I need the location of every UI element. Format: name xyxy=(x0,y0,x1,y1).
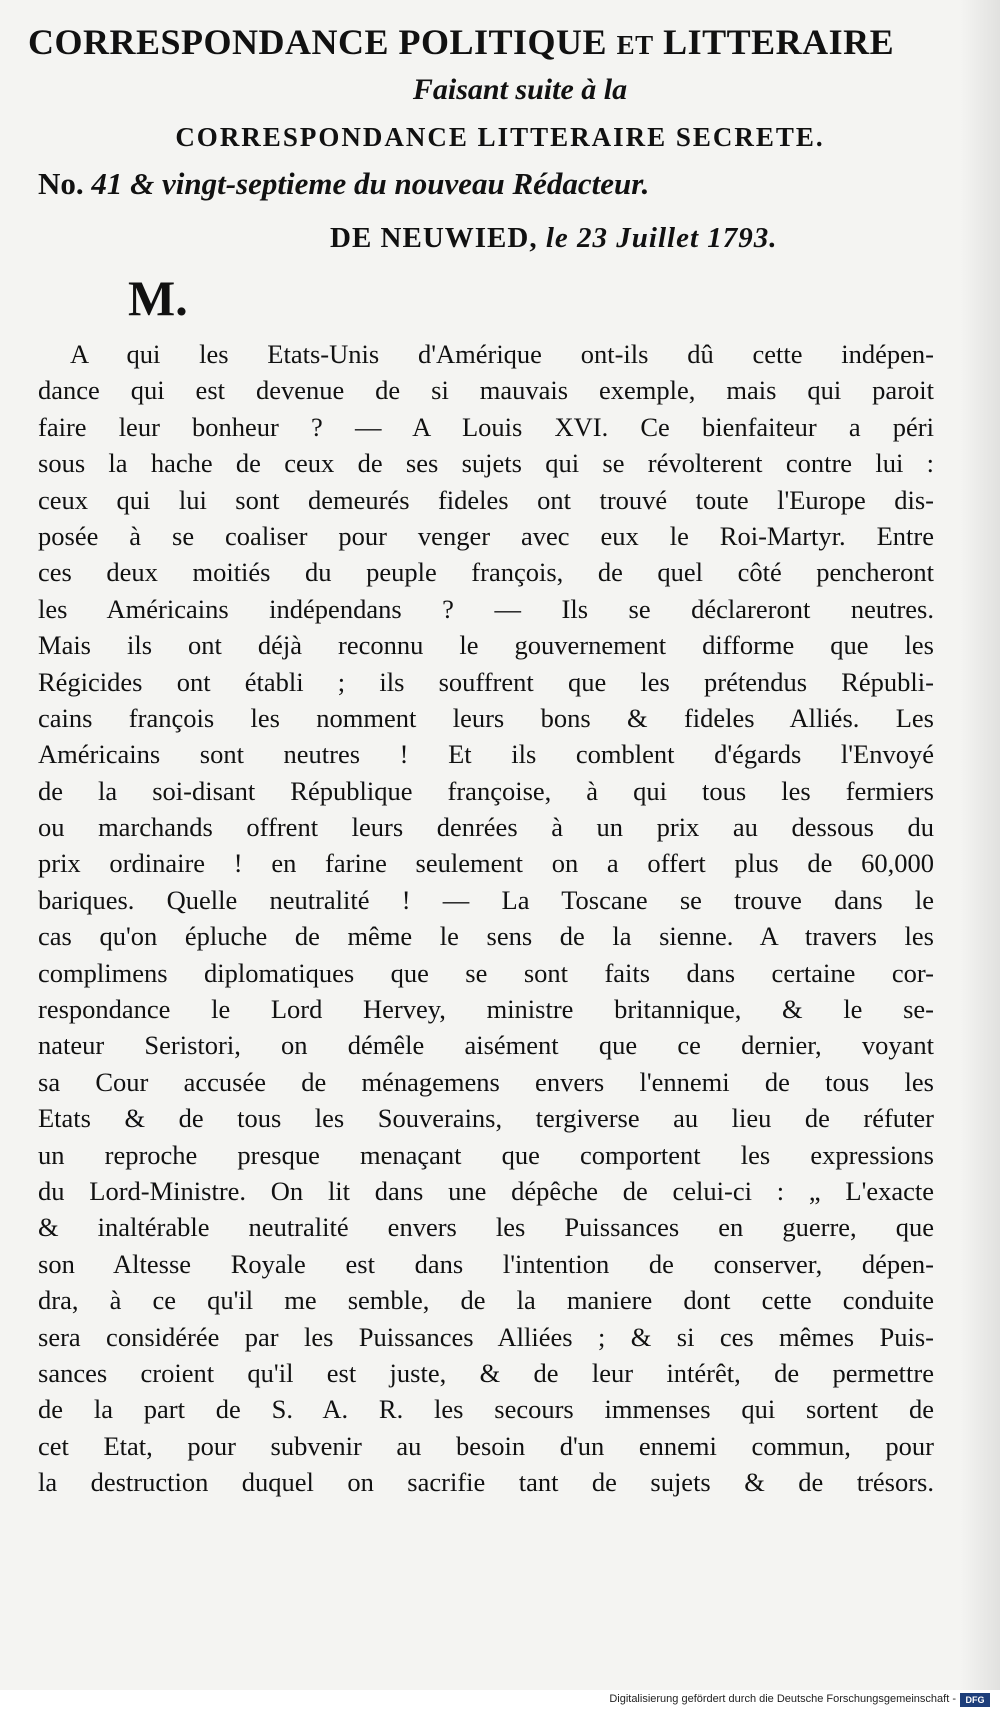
masthead-title-et: ET xyxy=(616,30,654,60)
body-line: les Américains indépendans ? — Ils se déclareront neutres. xyxy=(38,593,934,624)
masthead-title-part-b: LITTERAIRE xyxy=(663,22,895,62)
body-line: un reproche presque menaçant que comportent les expressions xyxy=(38,1139,934,1170)
body-line: complimens diplomatiques que se sont faits dans certaine cor- xyxy=(38,957,934,988)
body-line: Etats & de tous les Souverains, tergiverse au lieu de réfuter xyxy=(38,1103,934,1134)
body-line: respondance le Lord Hervey, ministre britannique, & le se- xyxy=(38,994,934,1025)
issue-number-label: No. xyxy=(38,166,84,201)
body-line: ces deux moitiés du peuple françois, de quel côté pencheront xyxy=(38,557,934,588)
body-line: prix ordinaire ! en farine seulement on a offert plus de 60,000 xyxy=(38,848,934,879)
digitization-footer xyxy=(0,1690,1000,1711)
body-line: dance qui est devenue de si mauvais exemple, mais qui paroit xyxy=(38,375,934,406)
body-line: de la part de S. A. R. les secours immenses qui sortent de xyxy=(38,1394,934,1425)
body-line: sera considérée par les Puissances Alliées ; & si ces mêmes Puis- xyxy=(38,1321,934,1352)
body-line: nateur Seristori, on démêle aisément que ce dernier, voyant xyxy=(38,1030,934,1061)
body-line: Américains sont neutres ! Et ils comblent d'égards l'Envoyé xyxy=(38,739,934,770)
body-line: bariques. Quelle neutralité ! — La Toscane se trouve dans le xyxy=(38,884,934,915)
footer-credit: Digitalisierung gefördert durch die Deutsche Forschungsgemeinschaft - xyxy=(609,1693,956,1705)
dateline-place: DE NEUWIED, xyxy=(330,222,538,254)
body-line: & inaltérable neutralité envers les Puissances en guerre, que xyxy=(38,1212,934,1243)
body-line: posée à se coaliser pour venger avec eux le Roi-Martyr. Entre xyxy=(38,520,934,551)
dateline-date: le 23 Juillet 1793. xyxy=(545,222,778,254)
salutation: M. xyxy=(128,270,188,326)
body-line: ou marchands offrent leurs denrées à un prix au dessous du xyxy=(38,812,934,843)
dfg-logo: DFG xyxy=(960,1693,990,1707)
issue-number-text: 41 & vingt-septieme du nouveau Rédacteur. xyxy=(91,166,650,201)
masthead-title xyxy=(28,18,933,69)
body-line: dra, à ce qu'il me semble, de la maniere dont cette conduite xyxy=(38,1285,934,1316)
body-line: sa Cour accusée de ménagemens envers l'ennemi de tous les xyxy=(38,1066,934,1097)
body-line: de la soi-disant République françoise, à qui tous les fermiers xyxy=(38,775,934,806)
body-line: A qui les Etats-Unis d'Amérique ont-ils dû cette indépen- xyxy=(70,339,934,369)
body-line: du Lord-Ministre. On lit dans une dépêche de celui-ci : „ L'exacte xyxy=(38,1175,934,1206)
issue-line xyxy=(38,163,938,205)
body-line: cas qu'on épluche de même le sens de la sienne. A travers les xyxy=(38,921,934,952)
article-body xyxy=(38,336,934,1501)
body-line: son Altesse Royale est dans l'intention de conserver, dépen- xyxy=(38,1248,934,1279)
body-line: faire leur bonheur ? — A Louis XVI. Ce bienfaiteur a péri xyxy=(38,411,934,442)
body-line: cains françois les nomment leurs bons & fideles Alliés. Les xyxy=(38,702,934,733)
masthead-title-part-a: CORRESPONDANCE POLITIQUE xyxy=(28,22,608,62)
body-line: sances croient qu'il est juste, & de leur intérêt, de permettre xyxy=(38,1357,934,1388)
body-line: Régicides ont établi ; ils souffrent que les prétendus Républi- xyxy=(38,666,934,697)
page-edge-shadow xyxy=(960,0,1000,1690)
body-line: cet Etat, pour subvenir au besoin d'un ennemi commun, pour xyxy=(38,1430,934,1461)
masthead-secret-title: CORRESPONDANCE LITTERAIRE SECRETE. xyxy=(175,122,825,152)
dateline xyxy=(330,217,930,259)
body-line: sous la hache de ceux de ses sujets qui se révolterent contre lui : xyxy=(38,448,934,479)
masthead-subtitle: Faisant suite à la xyxy=(412,73,628,106)
body-line: la destruction duquel on sacrifie tant de sujets & de trésors. xyxy=(38,1467,934,1498)
body-line: ceux qui lui sont demeurés fideles ont trouvé toute l'Europe dis- xyxy=(38,484,934,515)
body-line: Mais ils ont déjà reconnu le gouvernement difforme que les xyxy=(38,630,934,661)
